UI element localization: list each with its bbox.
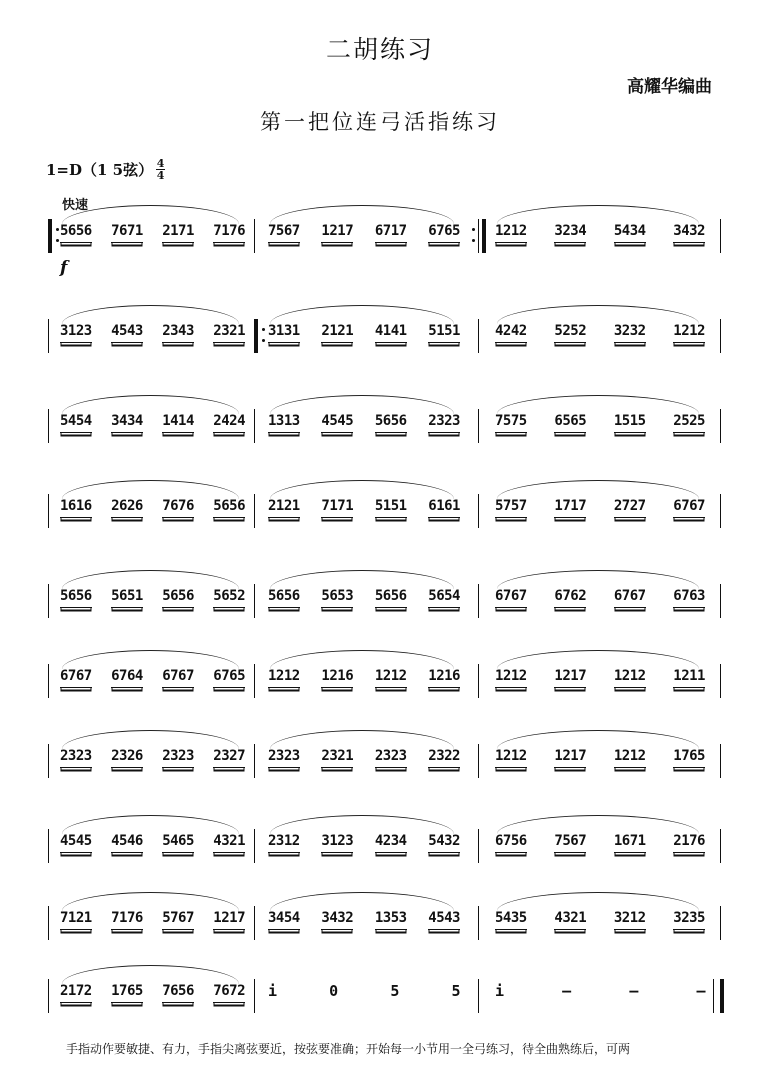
beat-group [60, 910, 245, 930]
slur-mark [497, 205, 699, 224]
note-group: 3454 [268, 910, 300, 930]
note-group: 5151 [375, 498, 407, 518]
barline [720, 906, 721, 940]
barline [478, 979, 479, 1013]
tempo-marking: 快速 [62, 198, 89, 213]
note-group: 5654 [428, 588, 460, 608]
measure [268, 805, 460, 865]
measure [268, 720, 460, 780]
barline [48, 584, 49, 618]
barline [713, 979, 714, 1013]
barline [254, 409, 255, 443]
score-row [0, 955, 760, 1015]
beat-group [60, 323, 245, 343]
key-signature [46, 158, 165, 181]
slur-mark [62, 650, 239, 669]
barline [478, 409, 479, 443]
slur-mark [270, 480, 454, 499]
barline [48, 829, 49, 863]
note-group: 4546 [111, 833, 143, 853]
note-group: 6767 [673, 498, 705, 518]
beat-group [495, 498, 705, 518]
time-signature: $\frac{4}{4}$ [156, 157, 165, 182]
note-group: 6765 [428, 223, 460, 243]
note-group: – [562, 982, 571, 1000]
barline [254, 744, 255, 778]
note-group: 1216 [321, 668, 353, 688]
note-group: 4321 [554, 910, 586, 930]
barline [254, 664, 255, 698]
beat-group [268, 910, 460, 930]
note-group: 5432 [428, 833, 460, 853]
repeat-start-dots [262, 325, 266, 347]
slur-mark [62, 892, 239, 911]
note-group: 3235 [673, 910, 705, 930]
note-group: 5656 [375, 588, 407, 608]
beat-group [60, 833, 245, 853]
barline [254, 219, 255, 253]
note-group: 2323 [162, 748, 194, 768]
barline [478, 906, 479, 940]
footnote-text: 手指动作要敏捷、有力，手指尖离弦要近，按弦要准确；开始每一小节用一全弓练习，待全曲熟练后，可两 [66, 1042, 631, 1056]
barline [48, 906, 49, 940]
note-group: 1212 [375, 668, 407, 688]
note-group: 5454 [60, 413, 92, 433]
beat-group [268, 588, 460, 608]
note-group: 5656 [162, 588, 194, 608]
beat-group [60, 588, 245, 608]
note-group: 7171 [321, 498, 353, 518]
slur-mark [270, 650, 454, 669]
note-group: 5653 [321, 588, 353, 608]
note-group: 3434 [111, 413, 143, 433]
note-group: 7656 [162, 983, 194, 1003]
score-row [0, 195, 760, 255]
exercise-subtitle: 第一把位连弓活指练习 [260, 110, 500, 134]
measure [60, 195, 245, 255]
barline [720, 409, 721, 443]
measure [268, 385, 460, 445]
note-group: 6161 [428, 498, 460, 518]
note-group: 1212 [495, 748, 527, 768]
note-group: 7671 [111, 223, 143, 243]
beat-group [268, 668, 460, 688]
note-group: 1217 [213, 910, 245, 930]
note-group: 6763 [673, 588, 705, 608]
note-group: 7567 [268, 223, 300, 243]
barline [478, 744, 479, 778]
beat-group [60, 748, 245, 768]
measure [495, 385, 705, 445]
note-group: 2327 [213, 748, 245, 768]
note-group: – [696, 982, 705, 1000]
note-group: 2323 [268, 748, 300, 768]
measure [268, 560, 460, 620]
note-group: 4543 [428, 910, 460, 930]
beat-group [268, 983, 460, 1002]
note-group: 3123 [60, 323, 92, 343]
score-row [0, 385, 760, 445]
barline [720, 219, 721, 253]
slur-mark [62, 965, 239, 984]
note-group: 6767 [614, 588, 646, 608]
note-group: 5656 [60, 223, 92, 243]
measure [495, 720, 705, 780]
note-group: 2121 [321, 323, 353, 343]
note-group: 2321 [213, 323, 245, 343]
note-group: 1212 [495, 668, 527, 688]
measure [60, 640, 245, 700]
slur-mark [62, 480, 239, 499]
measure [268, 470, 460, 530]
note-group: 5151 [428, 323, 460, 343]
measure [268, 882, 460, 942]
note-group: 3432 [673, 223, 705, 243]
score-row [0, 720, 760, 780]
note-group: 1765 [673, 748, 705, 768]
note-group: 5652 [213, 588, 245, 608]
slur-mark [62, 815, 239, 834]
measure [268, 955, 460, 1015]
beat-group [60, 498, 245, 518]
note-group: 7575 [495, 413, 527, 433]
slur-mark [497, 730, 699, 749]
barline [48, 494, 49, 528]
note-group: 3123 [321, 833, 353, 853]
note-group: 0 [329, 982, 338, 1000]
note-group: 5656 [213, 498, 245, 518]
note-group: 7672 [213, 983, 245, 1003]
barline [720, 664, 721, 698]
barline [478, 494, 479, 528]
score-row [0, 640, 760, 700]
slur-mark [497, 395, 699, 414]
barline [482, 219, 486, 253]
beat-group [495, 323, 705, 343]
slur-mark [62, 395, 239, 414]
note-group: 4242 [495, 323, 527, 343]
beat-group [495, 983, 705, 1002]
composer-credit: 高耀华编曲 [627, 77, 712, 97]
note-group: 7676 [162, 498, 194, 518]
beat-group [60, 223, 245, 243]
beat-group [495, 413, 705, 433]
note-group: 5 [451, 982, 460, 1000]
note-group: 1212 [495, 223, 527, 243]
measure [495, 295, 705, 355]
note-group: 2626 [111, 498, 143, 518]
measure [495, 640, 705, 700]
note-group: 5757 [495, 498, 527, 518]
measure [495, 560, 705, 620]
slur-mark [270, 305, 454, 324]
note-group: 5651 [111, 588, 143, 608]
note-group: 1671 [614, 833, 646, 853]
note-group: 1217 [554, 668, 586, 688]
note-group: 1313 [268, 413, 300, 433]
measure [60, 470, 245, 530]
beat-group [268, 413, 460, 433]
note-group: 4141 [375, 323, 407, 343]
note-group: 2172 [60, 983, 92, 1003]
beat-group [268, 498, 460, 518]
note-group: 2312 [268, 833, 300, 853]
note-group: – [629, 982, 638, 1000]
barline [254, 829, 255, 863]
measure [60, 560, 245, 620]
note-group: 3232 [614, 323, 646, 343]
slur-mark [497, 570, 699, 589]
slur-mark [270, 570, 454, 589]
barline [254, 319, 258, 353]
score-row [0, 882, 760, 942]
note-group: 6762 [554, 588, 586, 608]
slur-mark [497, 480, 699, 499]
note-group: 6756 [495, 833, 527, 853]
slur-mark [497, 815, 699, 834]
note-group: 6717 [375, 223, 407, 243]
key-text: 1=D（1 5弦） [46, 161, 154, 179]
barline [48, 979, 49, 1013]
barline [254, 979, 255, 1013]
slur-mark [270, 815, 454, 834]
beat-group [495, 668, 705, 688]
note-group: 2121 [268, 498, 300, 518]
barline [48, 664, 49, 698]
barline [720, 494, 721, 528]
slur-mark [62, 730, 239, 749]
note-group: 7567 [554, 833, 586, 853]
note-group: 5 [390, 982, 399, 1000]
note-group: 5465 [162, 833, 194, 853]
barline [254, 906, 255, 940]
note-group: 2424 [213, 413, 245, 433]
slur-mark [62, 205, 239, 224]
barline [720, 319, 721, 353]
note-group: 1765 [111, 983, 143, 1003]
note-group: 5767 [162, 910, 194, 930]
measure [60, 805, 245, 865]
note-group: 1217 [554, 748, 586, 768]
note-group: 1212 [673, 323, 705, 343]
measure [60, 720, 245, 780]
measure [495, 470, 705, 530]
slur-mark [270, 205, 454, 224]
note-group: 5252 [554, 323, 586, 343]
measure [60, 882, 245, 942]
slur-mark [270, 730, 454, 749]
beat-group [60, 413, 245, 433]
barline [478, 664, 479, 698]
note-group: 4543 [111, 323, 143, 343]
measure [268, 195, 460, 255]
slur-mark [497, 305, 699, 324]
note-group: 2171 [162, 223, 194, 243]
note-group: 7176 [213, 223, 245, 243]
barline [720, 979, 724, 1013]
score-row [0, 295, 760, 355]
slur-mark [270, 892, 454, 911]
note-group: 4545 [60, 833, 92, 853]
slur-mark [497, 650, 699, 669]
note-group: 6767 [162, 668, 194, 688]
barline [254, 494, 255, 528]
beat-group [268, 748, 460, 768]
note-group: 4545 [321, 413, 353, 433]
note-group: 2323 [428, 413, 460, 433]
note-group: 6767 [60, 668, 92, 688]
beat-group [60, 668, 245, 688]
note-group: 6764 [111, 668, 143, 688]
repeat-end-dots [472, 225, 476, 247]
measure [60, 295, 245, 355]
note-group: 2323 [60, 748, 92, 768]
barline [478, 584, 479, 618]
note-group: 4321 [213, 833, 245, 853]
note-group: 2323 [375, 748, 407, 768]
note-group: 3234 [554, 223, 586, 243]
note-group: 4234 [375, 833, 407, 853]
barline [48, 744, 49, 778]
note-group: 5434 [614, 223, 646, 243]
note-group: 6565 [554, 413, 586, 433]
beat-group [60, 983, 245, 1003]
barline [478, 829, 479, 863]
beat-group [495, 833, 705, 853]
measure [60, 955, 245, 1015]
note-group: 5435 [495, 910, 527, 930]
barline [478, 319, 479, 353]
note-group: 1212 [614, 668, 646, 688]
measure [495, 195, 705, 255]
note-group: 1616 [60, 498, 92, 518]
measure [495, 955, 705, 1015]
note-group: 1212 [268, 668, 300, 688]
barline [48, 219, 52, 253]
note-group: 3131 [268, 323, 300, 343]
barline [478, 219, 479, 253]
measure [268, 295, 460, 355]
note-group: 7121 [60, 910, 92, 930]
score-row [0, 805, 760, 865]
barline [720, 584, 721, 618]
slur-mark [62, 305, 239, 324]
measure [60, 385, 245, 445]
note-group: 1212 [614, 748, 646, 768]
note-group: 5656 [268, 588, 300, 608]
beat-group [268, 833, 460, 853]
note-group: 1515 [614, 413, 646, 433]
beat-group [495, 748, 705, 768]
note-group: 3432 [321, 910, 353, 930]
note-group: 1717 [554, 498, 586, 518]
note-group: 5656 [375, 413, 407, 433]
beat-group [495, 223, 705, 243]
barline [48, 319, 49, 353]
note-group: 2176 [673, 833, 705, 853]
barline [254, 584, 255, 618]
measure [268, 640, 460, 700]
slur-mark [270, 395, 454, 414]
beat-group [495, 588, 705, 608]
measure [495, 805, 705, 865]
dynamic-marking: f [60, 258, 68, 278]
note-group: 2322 [428, 748, 460, 768]
note-group: 6767 [495, 588, 527, 608]
beat-group [495, 910, 705, 930]
note-group: 1353 [375, 910, 407, 930]
note-group: 3212 [614, 910, 646, 930]
measure [495, 882, 705, 942]
slur-mark [497, 892, 699, 911]
note-group: 1414 [162, 413, 194, 433]
beat-group [268, 223, 460, 243]
note-group: 1211 [673, 668, 705, 688]
beat-group [268, 323, 460, 343]
note-group: 2727 [614, 498, 646, 518]
slur-mark [62, 570, 239, 589]
barline [720, 829, 721, 863]
note-group: 2321 [321, 748, 353, 768]
score-row [0, 470, 760, 530]
note-group: 7176 [111, 910, 143, 930]
score-row [0, 560, 760, 620]
page-title: 二胡练习 [325, 35, 434, 64]
note-group: 2326 [111, 748, 143, 768]
note-group: 6765 [213, 668, 245, 688]
note-group: i [495, 982, 504, 1000]
barline [48, 409, 49, 443]
barline [720, 744, 721, 778]
note-group: 2343 [162, 323, 194, 343]
note-group: i [268, 982, 277, 1000]
note-group: 5656 [60, 588, 92, 608]
note-group: 1217 [321, 223, 353, 243]
note-group: 1216 [428, 668, 460, 688]
note-group: 2525 [673, 413, 705, 433]
